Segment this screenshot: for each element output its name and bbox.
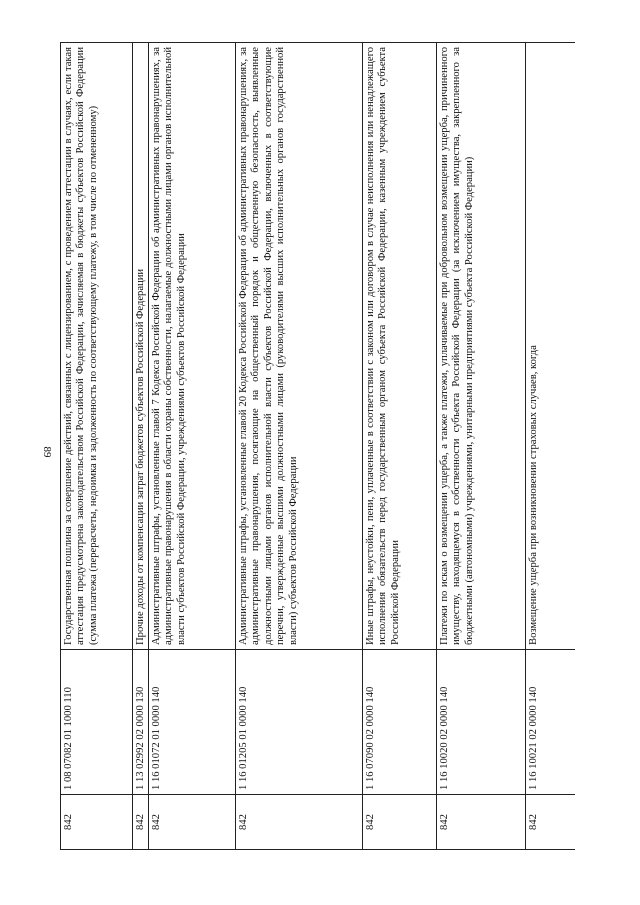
table-viewport	[60, 42, 575, 850]
description-cell: Административные штрафы, установленные главой 20 Кодекса Российской Федерации об административных правонарушениях, за административные правонарушения, посягающие на общественный порядок и общественную безопасность, выявленные должностными лицами органов исполнительной власти субъектов Российской Федерации, включенных в соответствующие перечни, утвержденные высшими должностными лицами (руководителями высших исполнительных органов государственной власти) субъектов Российской Федерации	[236, 42, 362, 650]
description-cell: Государственная пошлина за совершение действий, связанных с лицензированием, с проведением аттестации в случаях, если такая аттестация предусмотрена законодательством Российской Федерации, зачисляемая в бюджеты субъектов Российской Федерации (сумма платежа (перерасчеты, недоимка и задолженность по соответствующему платежу, в том числе по отмененному)	[61, 42, 132, 650]
admin-code-cell: 842	[149, 795, 235, 850]
description-cell: Иные штрафы, неустойки, пени, уплаченные в соответствии с законом или договором в случае неисполнения или ненадлежащего исполнения обязательств перед государственным органом субъекта Российской Федерации, казенным учреждением субъекта Российской Федерации	[363, 42, 436, 650]
admin-code-cell: 842	[133, 795, 148, 850]
description-cell: Административные штрафы, установленные главой 7 Кодекса Российской Федерации об административных правонарушениях, за административные правонарушения в области охраны собственности, налагаемые должностными лицами органов исполнительной власти субъектов Российской Федерации, учреждениями субъектов Российской Федерации	[149, 42, 235, 650]
admin-code-cell: 842	[236, 795, 362, 850]
admin-code-cell: 842	[526, 795, 575, 850]
kbk-cell: 1 16 07090 02 0000 140	[363, 650, 436, 795]
table-row	[235, 42, 362, 850]
kbk-cell: 1 08 07082 01 1000 110	[61, 650, 132, 795]
table-row	[436, 42, 525, 850]
description-cell: Платежи по искам о возмещении ущерба, а также платежи, уплачиваемые при добровольном возмещении ущерба, причиненного имуществу, находящемуся в собственности субъекта Российской Федерации (за исключением имущества, закрепленного за бюджетными (автономными) учреждениями, унитарными предприятиями субъекта Российской Федерации)	[437, 42, 525, 650]
kbk-cell: 1 16 01072 01 0000 140	[149, 650, 235, 795]
description-cell: Прочие доходы от компенсации затрат бюджетов субъектов Российской Федерации	[133, 42, 148, 650]
page-number: 89	[41, 446, 53, 458]
kbk-cell: 1 16 10021 02 0000 140	[526, 650, 575, 795]
admin-code-cell: 842	[61, 795, 132, 850]
kbk-cell: 1 13 02992 02 0000 130	[133, 650, 148, 795]
description-cell: Возмещение ущерба при возникновении страховых случаев, когда	[526, 42, 575, 650]
admin-code-cell: 842	[437, 795, 525, 850]
table-row	[60, 42, 132, 850]
kbk-cell: 1 16 10020 02 0000 140	[437, 650, 525, 795]
table-row	[362, 42, 436, 850]
table-row	[148, 42, 235, 850]
table-row	[525, 42, 575, 850]
admin-code-cell: 842	[363, 795, 436, 850]
kbk-cell: 1 16 01205 01 0000 140	[236, 650, 362, 795]
revenue-codes-table	[60, 42, 575, 850]
table-row	[132, 42, 148, 850]
